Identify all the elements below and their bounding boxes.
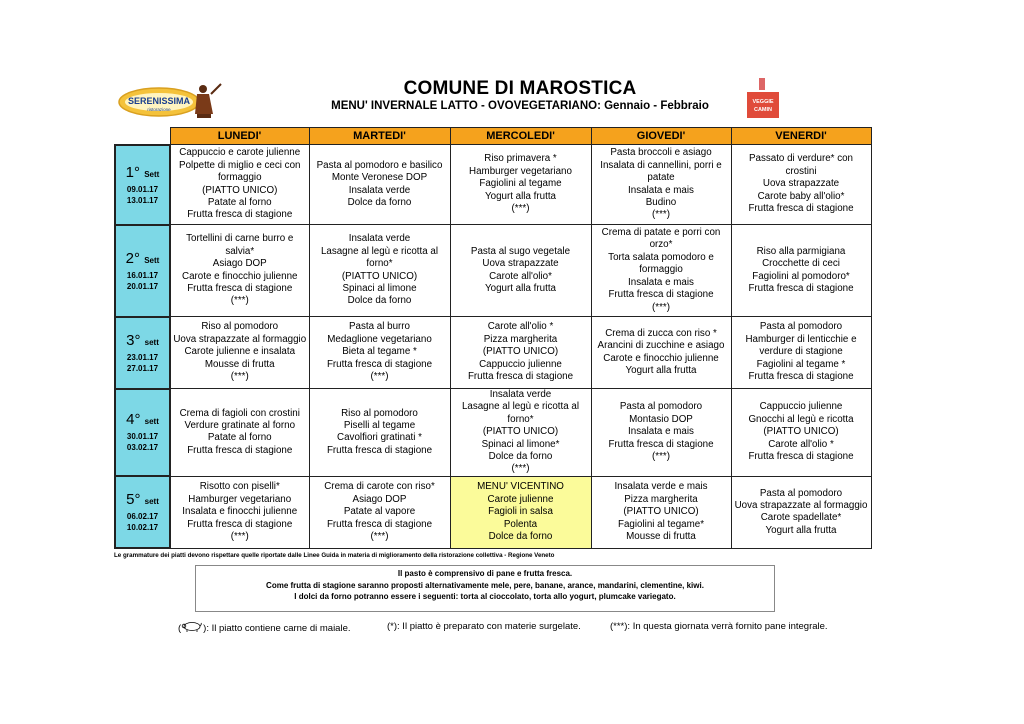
menu-item: Insalata verde xyxy=(348,233,411,245)
menu-item: Frutta fresca di stagione xyxy=(187,518,293,530)
menu-item: Fagiolini al tegame xyxy=(479,178,562,190)
week-sett: Sett xyxy=(144,255,160,265)
guidelines-footnote: Le grammature dei piatti devono rispettare quelle riportate dalle Linee Guida in materia di miglioramento della ristorazione collettiva - Regione Veneto xyxy=(114,552,555,559)
menu-item: Insalata verde xyxy=(348,184,411,196)
menu-item: Pasta al burro xyxy=(349,321,410,333)
info-line: Il pasto è comprensivo di pane e frutta fresca. xyxy=(397,569,573,578)
menu-item: (PIATTO UNICO) xyxy=(482,346,559,358)
menu-item: Cavolfiori gratinati * xyxy=(337,432,422,444)
menu-cell xyxy=(170,389,309,477)
menu-cell xyxy=(309,225,450,317)
menu-item: Crocchette di ceci xyxy=(762,258,840,270)
info-box xyxy=(195,565,775,612)
menu-item: Piselli al tegame xyxy=(343,420,416,432)
menu-item: Insalata verde e mais xyxy=(614,481,708,493)
menu-item: crostini xyxy=(785,165,817,177)
menu-cell xyxy=(450,145,591,225)
menu-item: Asiago DOP xyxy=(212,258,267,270)
menu-item: Yogurt alla frutta xyxy=(765,524,837,536)
week-sett: sett xyxy=(144,337,159,347)
menu-item: Patate al vapore xyxy=(343,506,416,518)
menu-item: Mousse di frutta xyxy=(626,530,696,542)
menu-item: Dolce da forno xyxy=(347,295,412,307)
menu-item: Frutta fresca di stagione xyxy=(748,203,854,215)
menu-item: forno* xyxy=(366,258,393,270)
menu-item: (***) xyxy=(511,463,530,475)
menu-item: Passato di verdure* con xyxy=(748,153,853,165)
week-number: 1° xyxy=(125,163,141,181)
svg-text:ristorazione: ristorazione xyxy=(147,107,171,112)
week-label xyxy=(115,317,170,389)
menu-item: Uova strapazzate xyxy=(482,258,559,270)
menu-item: Crema di zucca con riso * xyxy=(605,327,717,339)
menu-cell xyxy=(170,145,309,225)
menu-item: Pasta al pomodoro xyxy=(759,487,843,499)
menu-item: Pasta al pomodoro xyxy=(619,401,703,413)
menu-cell xyxy=(591,389,731,477)
header-corner xyxy=(115,128,170,145)
week-from-date: 30.01.17 xyxy=(126,432,159,442)
menu-item: Asiago DOP xyxy=(352,493,407,505)
menu-cell xyxy=(450,476,591,548)
menu-item: Hamburger di lenticchie e xyxy=(745,333,857,345)
menu-item: Insalata e mais xyxy=(628,276,694,288)
svg-text:VEGGIE: VEGGIE xyxy=(752,99,774,105)
menu-item: Torta salata pomodoro e xyxy=(608,251,714,263)
menu-cell xyxy=(309,145,450,225)
legend-pork: ( ): Il piatto contiene carne di maiale. xyxy=(178,623,351,634)
menu-item: Cappuccio e carote julienne xyxy=(179,147,301,159)
week-row xyxy=(115,225,871,317)
menu-item: Patate al forno xyxy=(207,432,272,444)
menu-item: Carote e finocchio julienne xyxy=(603,352,719,364)
week-row xyxy=(115,389,871,477)
week-label xyxy=(115,389,170,477)
menu-item: Hamburger vegetariano xyxy=(188,493,292,505)
menu-item: Frutta fresca di stagione xyxy=(608,289,714,301)
week-to-date: 13.01.17 xyxy=(126,195,159,205)
menu-item: Frutta fresca di stagione xyxy=(748,451,854,463)
menu-item: Frutta fresca di stagione xyxy=(187,209,293,221)
menu-item: Frutta fresca di stagione xyxy=(187,282,293,294)
menu-item: Carote all'olio* xyxy=(489,270,552,282)
menu-cell xyxy=(591,317,731,389)
menu-cell xyxy=(731,476,871,548)
day-header: VENERDI' xyxy=(731,128,871,145)
info-line: Come frutta di stagione saranno proposti alternativamente mele, pere, banane, arance, mandarini, clementine, kiwi. xyxy=(266,580,704,590)
menu-item: Cappuccio julienne xyxy=(759,401,843,413)
menu-item: Arancini di zucchine e asiago xyxy=(597,340,725,352)
day-header: MERCOLEDI' xyxy=(450,128,591,145)
menu-item: Spinaci al limone xyxy=(342,282,417,294)
day-header: GIOVEDI' xyxy=(591,128,731,145)
menu-item: Insalata di cannellini, porri e xyxy=(600,159,722,171)
week-label xyxy=(115,145,170,225)
menu-cell xyxy=(591,225,731,317)
menu-item: forno* xyxy=(507,413,534,425)
menu-item: Frutta fresca di stagione xyxy=(748,282,854,294)
menu-item: Yogurt alla frutta xyxy=(485,190,556,202)
week-label xyxy=(115,476,170,548)
week-from-date: 06.02.17 xyxy=(126,512,159,522)
menu-item: Carote baby all'olio* xyxy=(757,190,845,202)
menu-item: Pizza margherita xyxy=(483,333,558,345)
menu-item: Carote e finocchio julienne xyxy=(182,270,298,282)
menu-item: Carote julienne xyxy=(487,493,554,505)
menu-item: (PIATTO UNICO) xyxy=(763,426,839,438)
menu-item: Insalata e mais xyxy=(628,184,694,196)
info-line: I dolci da forno potranno essere i seguenti: torta al cioccolato, torta allo yogurt, plumcake variegato. xyxy=(294,592,676,601)
menu-item: Medaglione vegetariano xyxy=(327,333,432,345)
week-row xyxy=(115,317,871,389)
menu-item: Carote all'olio * xyxy=(487,321,554,333)
menu-cell xyxy=(731,389,871,477)
menu-item: Fagiolini al tegame * xyxy=(756,358,846,370)
menu-item: (***) xyxy=(511,203,530,215)
week-sett: Sett xyxy=(144,169,160,179)
week-row xyxy=(115,145,871,225)
menu-item: orzo* xyxy=(649,239,673,251)
menu-item: Dolce da forno xyxy=(488,530,553,542)
day-header-row xyxy=(115,128,871,145)
day-header: MARTEDI' xyxy=(309,128,450,145)
menu-item: Riso al pomodoro xyxy=(201,321,279,333)
menu-item: Frutta fresca di stagione xyxy=(187,444,293,456)
menu-cell xyxy=(450,225,591,317)
legend-wholegrain-bread: (***): In questa giornata verrà fornito pane integrale. xyxy=(610,621,828,632)
menu-item: Crema di carote con riso* xyxy=(324,481,435,493)
menu-item: Frutta fresca di stagione xyxy=(326,518,433,530)
menu-item: Montasio DOP xyxy=(629,413,693,425)
menu-item: Fagiolini al tegame* xyxy=(617,518,705,530)
menu-item: Budino xyxy=(645,196,677,208)
menu-cell xyxy=(170,317,309,389)
menu-cell xyxy=(309,389,450,477)
menu-item: Pasta broccoli e asiago xyxy=(610,147,712,159)
menu-cell xyxy=(450,317,591,389)
menu-item: Bieta al tegame * xyxy=(342,346,417,358)
menu-item: (***) xyxy=(230,530,249,542)
menu-item: Yogurt alla frutta xyxy=(625,364,697,376)
menu-item: Riso alla parmigiana xyxy=(756,245,846,257)
menu-item: Mousse di frutta xyxy=(204,358,275,370)
menu-item: verdure di stagione xyxy=(759,346,843,358)
menu-item: Spinaci al limone* xyxy=(481,438,560,450)
menu-item: Frutta fresca di stagione xyxy=(748,371,854,383)
week-number: 3° xyxy=(126,331,141,349)
menu-cell xyxy=(731,225,871,317)
week-number: 2° xyxy=(125,249,141,267)
menu-item: Riso al pomodoro xyxy=(341,407,418,419)
menu-item: Pasta al pomodoro e basilico xyxy=(316,159,443,171)
menu-item: salvia* xyxy=(225,245,255,257)
menu-item: Pasta al sugo vegetale xyxy=(470,245,571,257)
menu-item: Yogurt alla frutta xyxy=(485,282,556,294)
menu-cell xyxy=(591,145,731,225)
menu-item: (***) xyxy=(230,371,249,383)
menu-item: (***) xyxy=(370,371,389,383)
week-number: 5° xyxy=(126,491,141,509)
menu-table xyxy=(114,127,872,549)
week-to-date: 27.01.17 xyxy=(126,363,159,373)
week-to-date: 03.02.17 xyxy=(126,443,159,453)
menu-item: Gnocchi al legù e ricotta xyxy=(748,413,854,425)
menu-item: Crema di fagioli con crostini xyxy=(179,407,300,419)
menu-item: Frutta fresca di stagione xyxy=(608,438,714,450)
menu-item: Lasagne al legù e ricotta al xyxy=(320,245,439,257)
page-subtitle: MENU' INVERNALE LATTO - OVOVEGETARIANO: Gennaio - Febbraio xyxy=(331,100,709,112)
menu-item: patate xyxy=(647,172,675,184)
menu-item: Monte Veronese DOP xyxy=(331,172,428,184)
svg-text:CAMIN: CAMIN xyxy=(753,107,773,113)
menu-cell xyxy=(731,145,871,225)
menu-item: Polenta xyxy=(503,518,538,530)
menu-cell xyxy=(309,317,450,389)
menu-cell xyxy=(731,317,871,389)
menu-item: Hamburger vegetariano xyxy=(469,165,572,177)
menu-item: Dolce da forno xyxy=(488,451,553,463)
menu-item: Polpette di miglio e ceci con xyxy=(179,159,301,171)
menu-item: Carote spadellate* xyxy=(760,512,842,524)
menu-item: Pizza margherita xyxy=(624,493,698,505)
menu-item: (PIATTO UNICO) xyxy=(202,184,278,196)
menu-item: Insalata verde xyxy=(489,389,552,400)
menu-item: Carote julienne e insalata xyxy=(184,346,296,358)
menu-item: Cappuccio julienne xyxy=(479,358,562,370)
menu-item: formaggio xyxy=(217,172,262,184)
menu-item: Risotto con piselli* xyxy=(199,481,280,493)
week-from-date: 16.01.17 xyxy=(126,270,159,280)
menu-item: MENU' VICENTINO xyxy=(477,481,564,493)
menu-item: Uova strapazzate al formaggio xyxy=(173,333,307,345)
day-header: LUNEDI' xyxy=(170,128,309,145)
week-to-date: 20.01.17 xyxy=(126,281,159,291)
menu-item: Fagiolini al pomodoro* xyxy=(752,270,850,282)
week-number: 4° xyxy=(126,411,141,429)
week-row xyxy=(115,476,871,548)
menu-item: (***) xyxy=(652,301,670,313)
week-from-date: 23.01.17 xyxy=(126,352,159,362)
menu-item: Crema di patate e porri con xyxy=(601,227,721,239)
menu-item: Tortellini di carne burro e xyxy=(186,233,294,245)
menu-cell xyxy=(450,389,591,477)
menu-item: Frutta fresca di stagione xyxy=(326,444,433,456)
menu-item: (***) xyxy=(652,209,670,221)
menu-item: (***) xyxy=(230,295,249,307)
menu-cell xyxy=(170,476,309,548)
menu-item: Riso primavera * xyxy=(484,153,557,165)
menu-item: (***) xyxy=(370,530,389,542)
menu-cell xyxy=(170,225,309,317)
pig-icon xyxy=(181,621,203,632)
week-sett: sett xyxy=(144,497,159,507)
menu-item: (PIATTO UNICO) xyxy=(482,426,559,438)
menu-item: (PIATTO UNICO) xyxy=(623,506,699,518)
menu-item: Pasta al pomodoro xyxy=(759,321,843,333)
menu-item: (***) xyxy=(652,451,670,463)
menu-item: Insalata e mais xyxy=(628,426,694,438)
week-sett: sett xyxy=(144,417,159,427)
menu-item: Frutta fresca di stagione xyxy=(326,358,433,370)
week-from-date: 09.01.17 xyxy=(126,184,159,194)
menu-item: Patate al forno xyxy=(207,196,272,208)
menu-cell xyxy=(309,476,450,548)
svg-text:SERENISSIMA: SERENISSIMA xyxy=(127,96,191,106)
menu-item: Frutta fresca di stagione xyxy=(467,371,574,383)
menu-item: Verdure gratinate al forno xyxy=(184,420,296,432)
menu-item: Uova strapazzate xyxy=(762,178,840,190)
week-to-date: 10.02.17 xyxy=(126,523,159,533)
legend-frozen: (*): Il piatto è preparato con materie surgelate. xyxy=(387,621,581,632)
page-title: COMUNE DI MAROSTICA xyxy=(403,78,637,99)
menu-item: Insalata e finocchi julienne xyxy=(182,506,298,518)
menu-cell xyxy=(591,476,731,548)
menu-item: formaggio xyxy=(639,264,683,276)
menu-item: Fagioli in salsa xyxy=(488,506,553,518)
menu-item: Uova strapazzate al formaggio xyxy=(734,499,868,511)
menu-item: Carote all'olio * xyxy=(768,438,834,450)
menu-item: (PIATTO UNICO) xyxy=(341,270,418,282)
week-label xyxy=(115,225,170,317)
menu-item: Dolce da forno xyxy=(347,196,412,208)
menu-item: Lasagne al legù e ricotta al xyxy=(461,401,580,413)
